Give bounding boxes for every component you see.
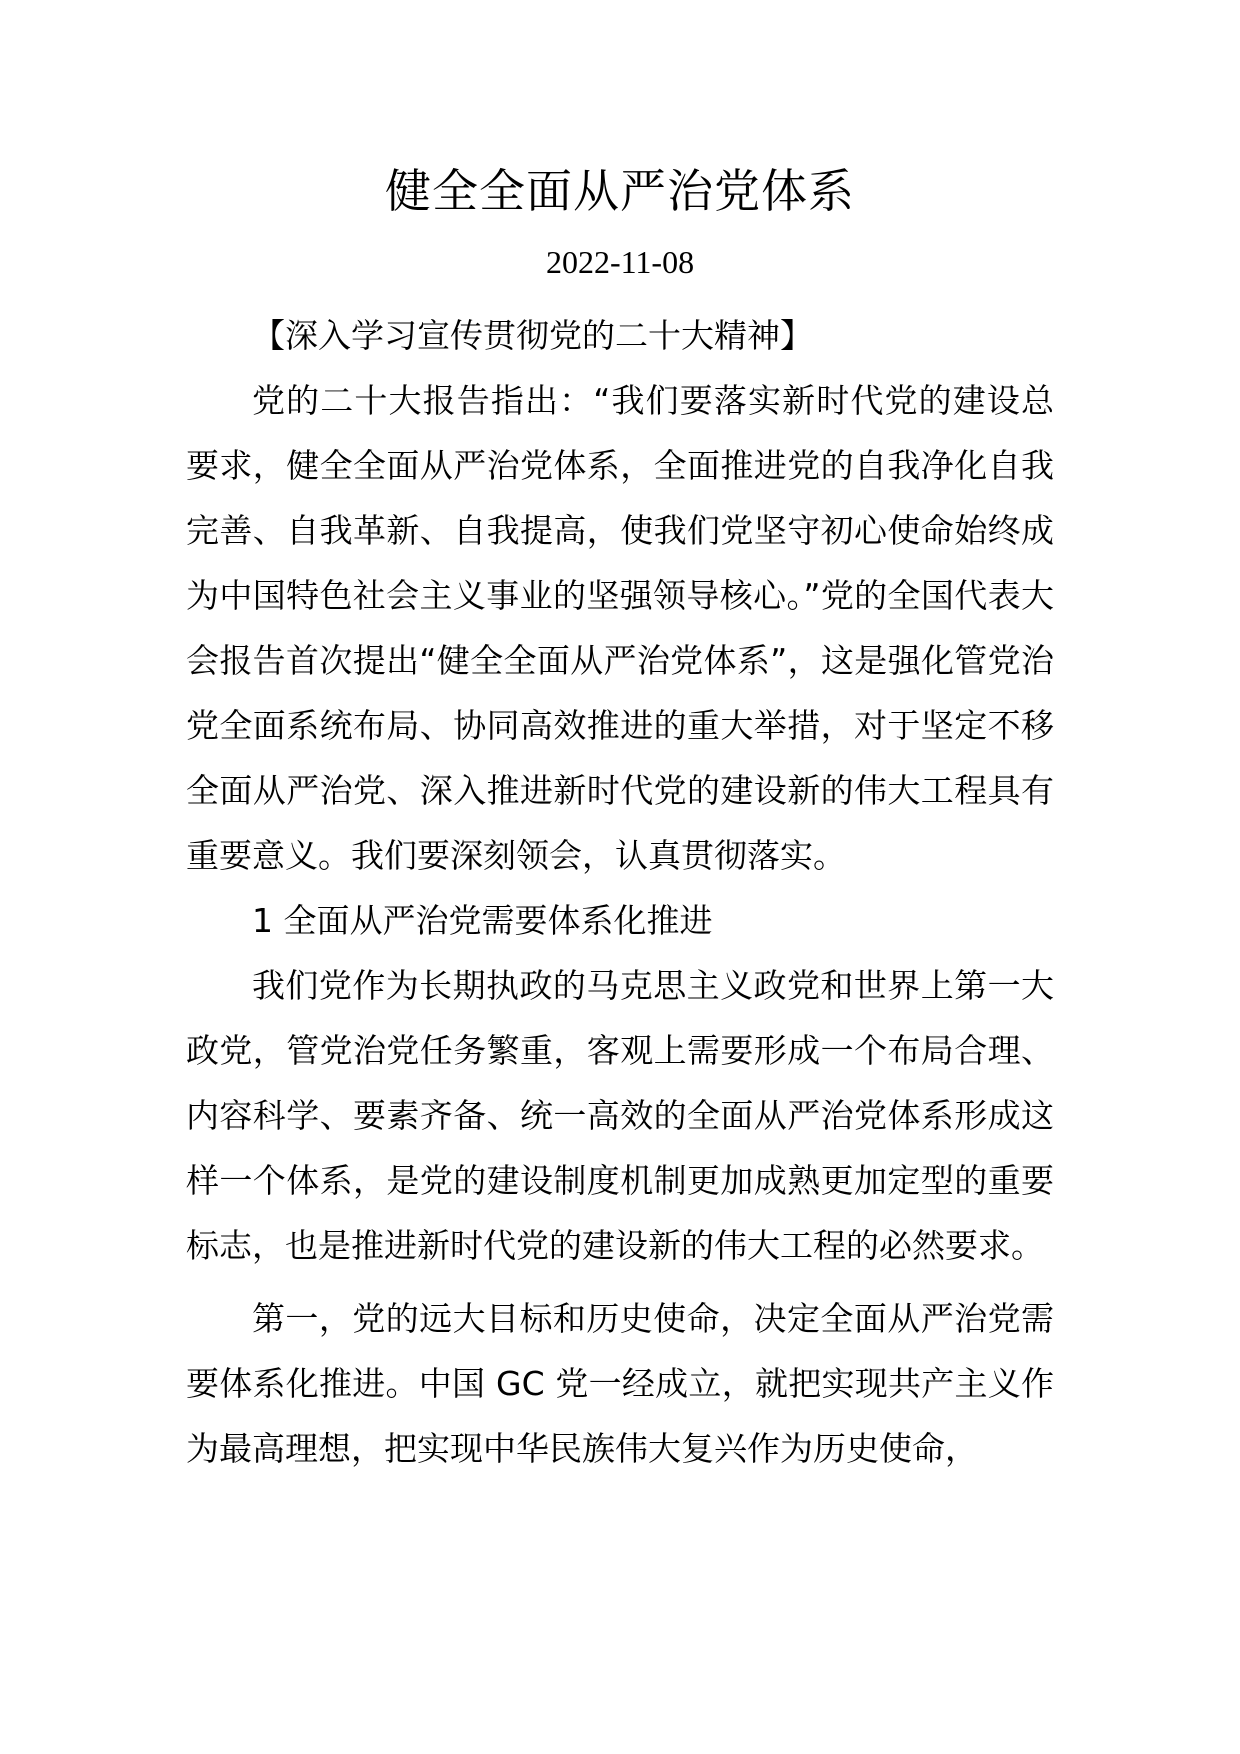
paragraph-body-1: 我们党作为长期执政的马克思主义政党和世界上第一大政党，管党治党任务繁重，客观上需要形成一个布局合理、内容科学、要素齐备、统一高效的全面从严治党体系形成这样一个体系，是党的建设制度机制更加成熟更加定型的重要标志，也是推进新时代党的建设新的伟大工程的必然要求。 — [186, 966, 1054, 1265]
document-date: 2022-11-08 — [545, 244, 695, 280]
document-body — [186, 303, 1054, 1481]
document-title: 健全全面从严治党体系 — [385, 164, 855, 218]
paragraph-intro: 党的二十大报告指出：“我们要落实新时代党的建设总要求，健全全面从严治党体系，全面推进党的自我净化自我完善、自我革新、自我提高，使我们党坚守初心使命始终成为中国特色社会主义事业的坚强领导核心。”党的全国代表大会报告首次提出“健全全面从严治党体系”，这是强化管党治党全面系统布局、协同高效推进的重大举措，对于坚定不移全面从严治党、深入推进新时代党的建设新的伟大工程具有重要意义。我们要深刻领会，认真贯彻落实。 — [186, 381, 1054, 875]
paragraph-heading-1: 1 全面从严治党需要体系化推进 — [252, 901, 713, 940]
paragraph-body-2: 第一，党的远大目标和历史使命，决定全面从严治党需要体系化推进。中国 GC 党一经成立，就把实现共产主义作为最高理想，把实现中华民族伟大复兴作为历史使命， — [186, 1299, 1054, 1468]
paragraph-section-tag: 【深入学习宣传贯彻党的二十大精神】 — [252, 316, 813, 355]
